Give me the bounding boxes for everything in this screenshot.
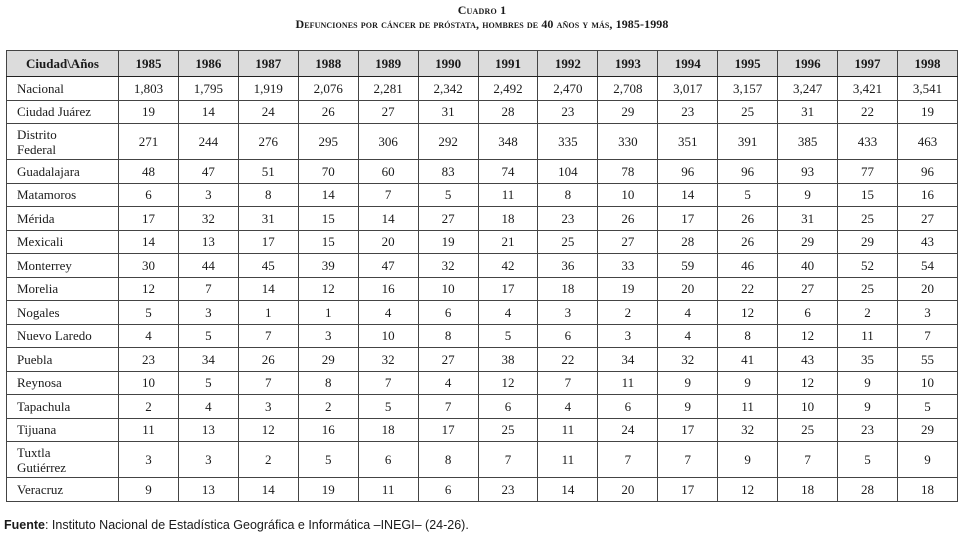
value-cell: 5 [718, 183, 778, 207]
value-cell: 34 [178, 348, 238, 372]
value-cell: 41 [718, 348, 778, 372]
value-cell: 20 [358, 230, 418, 254]
value-cell: 11 [718, 395, 778, 419]
value-cell: 12 [478, 371, 538, 395]
table-row [7, 301, 958, 325]
table-caption-label: Cuadro 1 [457, 3, 507, 17]
value-cell: 4 [658, 324, 718, 348]
value-cell: 52 [838, 254, 898, 278]
value-cell: 28 [838, 478, 898, 502]
value-cell: 24 [238, 100, 298, 124]
value-cell: 10 [778, 395, 838, 419]
value-cell: 3 [178, 442, 238, 478]
value-cell: 6 [598, 395, 658, 419]
value-cell: 8 [418, 442, 478, 478]
value-cell: 7 [538, 371, 598, 395]
city-cell: Mexicali [7, 230, 119, 254]
year-header: 1985 [119, 51, 179, 77]
value-cell: 17 [478, 277, 538, 301]
value-cell: 31 [778, 207, 838, 231]
value-cell: 15 [838, 183, 898, 207]
value-cell: 15 [298, 230, 358, 254]
value-cell: 23 [538, 100, 598, 124]
value-cell: 19 [298, 478, 358, 502]
value-cell: 18 [778, 478, 838, 502]
value-cell: 27 [897, 207, 957, 231]
value-cell: 8 [238, 183, 298, 207]
table-row [7, 124, 958, 160]
value-cell: 29 [897, 418, 957, 442]
table-row [7, 418, 958, 442]
value-cell: 12 [718, 301, 778, 325]
value-cell: 45 [238, 254, 298, 278]
value-cell: 8 [298, 371, 358, 395]
value-cell: 3 [298, 324, 358, 348]
value-cell: 7 [658, 442, 718, 478]
value-cell: 38 [478, 348, 538, 372]
value-cell: 2,492 [478, 77, 538, 101]
value-cell: 12 [119, 277, 179, 301]
table-row [7, 100, 958, 124]
value-cell: 19 [598, 277, 658, 301]
value-cell: 13 [178, 230, 238, 254]
table-row [7, 254, 958, 278]
source-text: : Instituto Nacional de Estadística Geográfica e Informática –INEGI– (24-26). [44, 518, 469, 532]
value-cell: 15 [298, 207, 358, 231]
value-cell: 27 [358, 100, 418, 124]
value-cell: 295 [298, 124, 358, 160]
year-header: 1989 [358, 51, 418, 77]
value-cell: 24 [598, 418, 658, 442]
city-cell: Guadalajara [7, 160, 119, 184]
value-cell: 25 [718, 100, 778, 124]
value-cell: 12 [298, 277, 358, 301]
value-cell: 17 [658, 478, 718, 502]
value-cell: 26 [238, 348, 298, 372]
table-row [7, 160, 958, 184]
table-body [7, 77, 958, 502]
value-cell: 10 [418, 277, 478, 301]
value-cell: 3 [598, 324, 658, 348]
value-cell: 27 [598, 230, 658, 254]
value-cell: 2,708 [598, 77, 658, 101]
value-cell: 17 [119, 207, 179, 231]
value-cell: 391 [718, 124, 778, 160]
value-cell: 43 [897, 230, 957, 254]
value-cell: 14 [538, 478, 598, 502]
value-cell: 9 [718, 371, 778, 395]
value-cell: 29 [838, 230, 898, 254]
value-cell: 11 [119, 418, 179, 442]
year-header: 1997 [838, 51, 898, 77]
value-cell: 433 [838, 124, 898, 160]
value-cell: 9 [658, 395, 718, 419]
value-cell: 16 [897, 183, 957, 207]
value-cell: 1,919 [238, 77, 298, 101]
city-cell: Puebla [7, 348, 119, 372]
value-cell: 29 [598, 100, 658, 124]
value-cell: 40 [778, 254, 838, 278]
value-cell: 96 [718, 160, 778, 184]
value-cell: 9 [838, 395, 898, 419]
value-cell: 22 [538, 348, 598, 372]
value-cell: 18 [538, 277, 598, 301]
value-cell: 25 [838, 207, 898, 231]
value-cell: 7 [478, 442, 538, 478]
year-header: 1990 [418, 51, 478, 77]
value-cell: 244 [178, 124, 238, 160]
table-row [7, 348, 958, 372]
value-cell: 27 [418, 207, 478, 231]
value-cell: 335 [538, 124, 598, 160]
value-cell: 18 [358, 418, 418, 442]
value-cell: 348 [478, 124, 538, 160]
year-header: 1998 [897, 51, 957, 77]
value-cell: 4 [178, 395, 238, 419]
value-cell: 6 [538, 324, 598, 348]
table-row [7, 395, 958, 419]
city-cell: Nacional [7, 77, 119, 101]
value-cell: 23 [838, 418, 898, 442]
value-cell: 9 [658, 371, 718, 395]
value-cell: 14 [238, 478, 298, 502]
value-cell: 7 [598, 442, 658, 478]
value-cell: 9 [897, 442, 957, 478]
value-cell: 27 [418, 348, 478, 372]
value-cell: 27 [778, 277, 838, 301]
value-cell: 5 [478, 324, 538, 348]
value-cell: 44 [178, 254, 238, 278]
value-cell: 31 [418, 100, 478, 124]
value-cell: 17 [658, 418, 718, 442]
value-cell: 19 [897, 100, 957, 124]
value-cell: 43 [778, 348, 838, 372]
value-cell: 32 [658, 348, 718, 372]
value-cell: 6 [358, 442, 418, 478]
value-cell: 6 [418, 301, 478, 325]
city-cell: Mérida [7, 207, 119, 231]
value-cell: 1,803 [119, 77, 179, 101]
value-cell: 60 [358, 160, 418, 184]
header-row [7, 51, 958, 77]
value-cell: 14 [298, 183, 358, 207]
city-cell: Tapachula [7, 395, 119, 419]
city-cell: Nuevo Laredo [7, 324, 119, 348]
value-cell: 8 [538, 183, 598, 207]
value-cell: 9 [778, 183, 838, 207]
value-cell: 26 [298, 100, 358, 124]
value-cell: 6 [119, 183, 179, 207]
value-cell: 3 [178, 301, 238, 325]
mortality-table [6, 50, 958, 502]
value-cell: 29 [778, 230, 838, 254]
value-cell: 5 [838, 442, 898, 478]
value-cell: 9 [718, 442, 778, 478]
value-cell: 31 [778, 100, 838, 124]
value-cell: 6 [478, 395, 538, 419]
value-cell: 2,470 [538, 77, 598, 101]
city-name-part: Federal [17, 141, 56, 157]
value-cell: 14 [658, 183, 718, 207]
table-row [7, 77, 958, 101]
table-row [7, 230, 958, 254]
value-cell: 11 [538, 418, 598, 442]
city-name-part: Tuxtla [17, 444, 51, 460]
value-cell: 14 [119, 230, 179, 254]
value-cell: 32 [718, 418, 778, 442]
value-cell: 10 [598, 183, 658, 207]
year-header: 1987 [238, 51, 298, 77]
city-name-part: Distrito [17, 126, 57, 142]
value-cell: 4 [119, 324, 179, 348]
value-cell: 3 [538, 301, 598, 325]
value-cell: 8 [718, 324, 778, 348]
value-cell: 93 [778, 160, 838, 184]
value-cell: 3,421 [838, 77, 898, 101]
value-cell: 74 [478, 160, 538, 184]
city-cell [7, 442, 119, 478]
value-cell: 3,247 [778, 77, 838, 101]
value-cell: 2,076 [298, 77, 358, 101]
value-cell: 17 [658, 207, 718, 231]
value-cell: 7 [238, 324, 298, 348]
value-cell: 13 [178, 418, 238, 442]
value-cell: 7 [178, 277, 238, 301]
value-cell: 5 [418, 183, 478, 207]
year-header: 1986 [178, 51, 238, 77]
table-row [7, 207, 958, 231]
value-cell: 22 [718, 277, 778, 301]
value-cell: 11 [838, 324, 898, 348]
value-cell: 47 [358, 254, 418, 278]
value-cell: 5 [178, 371, 238, 395]
value-cell: 48 [119, 160, 179, 184]
value-cell: 9 [119, 478, 179, 502]
value-cell: 23 [119, 348, 179, 372]
value-cell: 2 [298, 395, 358, 419]
value-cell: 7 [358, 183, 418, 207]
city-cell [7, 124, 119, 160]
value-cell: 463 [897, 124, 957, 160]
value-cell: 104 [538, 160, 598, 184]
value-cell: 3,541 [897, 77, 957, 101]
value-cell: 78 [598, 160, 658, 184]
city-name-part: Gutiérrez [17, 459, 67, 475]
value-cell: 271 [119, 124, 179, 160]
value-cell: 306 [358, 124, 418, 160]
value-cell: 276 [238, 124, 298, 160]
value-cell: 6 [418, 478, 478, 502]
value-cell: 32 [358, 348, 418, 372]
corner-header: Ciudad\Años [7, 51, 119, 77]
city-cell: Tijuana [7, 418, 119, 442]
value-cell: 33 [598, 254, 658, 278]
value-cell: 11 [538, 442, 598, 478]
value-cell: 3 [119, 442, 179, 478]
value-cell: 20 [598, 478, 658, 502]
value-cell: 10 [358, 324, 418, 348]
value-cell: 83 [418, 160, 478, 184]
value-cell: 25 [538, 230, 598, 254]
value-cell: 26 [718, 207, 778, 231]
table-caption-title: Defunciones por cáncer de próstata, hombres de 40 años y más, 1985-1998 [295, 17, 669, 31]
table-row [7, 442, 958, 478]
value-cell: 3 [238, 395, 298, 419]
value-cell: 5 [897, 395, 957, 419]
value-cell: 23 [658, 100, 718, 124]
table-row [7, 478, 958, 502]
value-cell: 2 [838, 301, 898, 325]
table-row [7, 324, 958, 348]
value-cell: 9 [838, 371, 898, 395]
value-cell: 1 [298, 301, 358, 325]
value-cell: 96 [658, 160, 718, 184]
value-cell: 6 [778, 301, 838, 325]
year-header: 1993 [598, 51, 658, 77]
value-cell: 26 [598, 207, 658, 231]
value-cell: 16 [298, 418, 358, 442]
value-cell: 20 [897, 277, 957, 301]
value-cell: 19 [119, 100, 179, 124]
city-cell: Monterrey [7, 254, 119, 278]
value-cell: 18 [897, 478, 957, 502]
value-cell: 22 [838, 100, 898, 124]
value-cell: 4 [538, 395, 598, 419]
value-cell: 7 [358, 371, 418, 395]
year-header: 1992 [538, 51, 598, 77]
value-cell: 10 [897, 371, 957, 395]
value-cell: 29 [298, 348, 358, 372]
year-header: 1994 [658, 51, 718, 77]
value-cell: 2,281 [358, 77, 418, 101]
value-cell: 10 [119, 371, 179, 395]
value-cell: 70 [298, 160, 358, 184]
value-cell: 51 [238, 160, 298, 184]
value-cell: 330 [598, 124, 658, 160]
value-cell: 2 [598, 301, 658, 325]
table-row [7, 183, 958, 207]
value-cell: 17 [238, 230, 298, 254]
value-cell: 28 [658, 230, 718, 254]
value-cell: 11 [598, 371, 658, 395]
value-cell: 14 [358, 207, 418, 231]
year-header: 1996 [778, 51, 838, 77]
value-cell: 3,157 [718, 77, 778, 101]
city-cell: Reynosa [7, 371, 119, 395]
value-cell: 55 [897, 348, 957, 372]
value-cell: 3 [897, 301, 957, 325]
value-cell: 7 [418, 395, 478, 419]
source-label: Fuente [4, 518, 45, 532]
value-cell: 12 [778, 324, 838, 348]
value-cell: 32 [418, 254, 478, 278]
value-cell: 54 [897, 254, 957, 278]
value-cell: 7 [897, 324, 957, 348]
year-header: 1991 [478, 51, 538, 77]
value-cell: 47 [178, 160, 238, 184]
value-cell: 11 [478, 183, 538, 207]
value-cell: 1 [238, 301, 298, 325]
value-cell: 2,342 [418, 77, 478, 101]
source-note [4, 518, 469, 532]
value-cell: 4 [478, 301, 538, 325]
value-cell: 4 [658, 301, 718, 325]
value-cell: 19 [418, 230, 478, 254]
value-cell: 1,795 [178, 77, 238, 101]
value-cell: 5 [119, 301, 179, 325]
value-cell: 5 [178, 324, 238, 348]
value-cell: 351 [658, 124, 718, 160]
value-cell: 30 [119, 254, 179, 278]
value-cell: 14 [238, 277, 298, 301]
value-cell: 17 [418, 418, 478, 442]
value-cell: 42 [478, 254, 538, 278]
value-cell: 11 [358, 478, 418, 502]
value-cell: 25 [778, 418, 838, 442]
value-cell: 4 [418, 371, 478, 395]
value-cell: 8 [418, 324, 478, 348]
value-cell: 96 [897, 160, 957, 184]
value-cell: 31 [238, 207, 298, 231]
value-cell: 2 [119, 395, 179, 419]
value-cell: 7 [778, 442, 838, 478]
value-cell: 26 [718, 230, 778, 254]
value-cell: 21 [478, 230, 538, 254]
value-cell: 13 [178, 478, 238, 502]
value-cell: 35 [838, 348, 898, 372]
value-cell: 5 [358, 395, 418, 419]
value-cell: 5 [298, 442, 358, 478]
value-cell: 25 [838, 277, 898, 301]
value-cell: 36 [538, 254, 598, 278]
value-cell: 14 [178, 100, 238, 124]
value-cell: 3 [178, 183, 238, 207]
value-cell: 12 [238, 418, 298, 442]
value-cell: 39 [298, 254, 358, 278]
city-cell: Veracruz [7, 478, 119, 502]
value-cell: 23 [538, 207, 598, 231]
year-header: 1988 [298, 51, 358, 77]
city-cell: Morelia [7, 277, 119, 301]
city-cell: Matamoros [7, 183, 119, 207]
value-cell: 12 [718, 478, 778, 502]
value-cell: 18 [478, 207, 538, 231]
value-cell: 23 [478, 478, 538, 502]
value-cell: 77 [838, 160, 898, 184]
year-header: 1995 [718, 51, 778, 77]
value-cell: 16 [358, 277, 418, 301]
value-cell: 46 [718, 254, 778, 278]
value-cell: 292 [418, 124, 478, 160]
table-row [7, 371, 958, 395]
value-cell: 20 [658, 277, 718, 301]
value-cell: 385 [778, 124, 838, 160]
value-cell: 2 [238, 442, 298, 478]
value-cell: 59 [658, 254, 718, 278]
value-cell: 25 [478, 418, 538, 442]
value-cell: 28 [478, 100, 538, 124]
value-cell: 32 [178, 207, 238, 231]
city-cell: Ciudad Juárez [7, 100, 119, 124]
value-cell: 34 [598, 348, 658, 372]
city-cell: Nogales [7, 301, 119, 325]
value-cell: 7 [238, 371, 298, 395]
table-row [7, 277, 958, 301]
value-cell: 4 [358, 301, 418, 325]
value-cell: 12 [778, 371, 838, 395]
value-cell: 3,017 [658, 77, 718, 101]
